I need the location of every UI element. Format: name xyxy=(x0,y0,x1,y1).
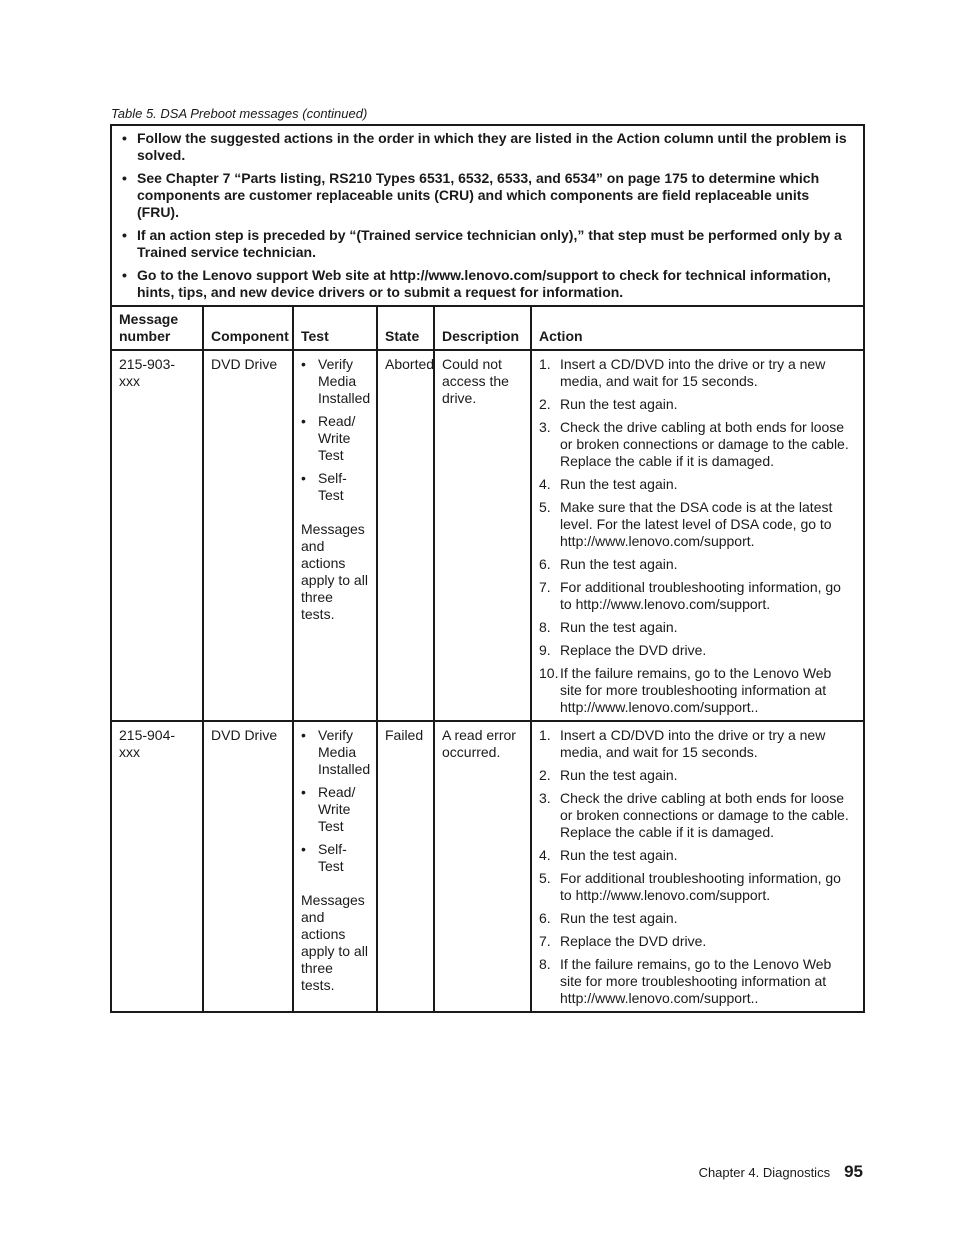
action-step: 4. Run the test again. xyxy=(539,847,678,863)
state-cell: Failed xyxy=(377,721,434,1012)
action-step: 3. Check the drive cabling at both ends for loose or broken connections or damage to the cable. Replace the cable if it is damaged. xyxy=(539,790,849,840)
test-item: • Read/ Write Test xyxy=(301,784,369,835)
message-number-cell: 215-904-xxx xyxy=(111,721,203,1012)
page-number: 95 xyxy=(844,1162,863,1181)
header-test: Test xyxy=(293,306,377,350)
description-cell: A read error occurred. xyxy=(434,721,531,1012)
test-item: • Read/ Write Test xyxy=(301,413,369,464)
tests-note: Messages and actions apply to all three tests. xyxy=(301,521,368,622)
action-step: 1. Insert a CD/DVD into the drive or try a new media, and wait for 15 seconds. xyxy=(539,727,826,760)
table-notes-cell xyxy=(111,125,864,306)
action-step: 3. Check the drive cabling at both ends for loose or broken connections or damage to the cable. Replace the cable if it is damaged. xyxy=(539,419,849,469)
state-cell: Aborted xyxy=(377,350,434,721)
test-cell xyxy=(293,721,377,1012)
test-item: • Self-Test xyxy=(301,841,369,875)
action-cell xyxy=(531,350,864,721)
test-item: • Verify Media Installed xyxy=(301,727,369,778)
table-caption: Table 5. DSA Preboot messages (continued) xyxy=(111,106,368,121)
action-step: 8. If the failure remains, go to the Lenovo Web site for more troubleshooting information at http://www.lenovo.com/support.. xyxy=(539,956,832,1006)
note-item: • Follow the suggested actions in the order in which they are listed in the Action column until the problem is solved. xyxy=(120,130,855,164)
test-list xyxy=(301,727,369,875)
table-header-row xyxy=(111,306,864,350)
action-step: 2. Run the test again. xyxy=(539,396,678,412)
footer-chapter: Chapter 4. Diagnostics xyxy=(698,1165,831,1180)
header-component: Component xyxy=(203,306,293,350)
header-action: Action xyxy=(531,306,864,350)
header-description: Description xyxy=(434,306,531,350)
header-message-number: Message number xyxy=(111,306,203,350)
dsa-preboot-messages-table xyxy=(110,124,865,1013)
page-footer xyxy=(0,1163,863,1181)
action-cell xyxy=(531,721,864,1012)
action-step: 1. Insert a CD/DVD into the drive or try a new media, and wait for 15 seconds. xyxy=(539,356,826,389)
action-step: 5. Make sure that the DSA code is at the latest level. For the latest level of DSA code, go to http://www.lenovo.com/support. xyxy=(539,499,833,549)
action-step: 8. Run the test again. xyxy=(539,619,678,635)
header-state: State xyxy=(377,306,434,350)
action-step: 4. Run the test again. xyxy=(539,476,678,492)
table-notes-list xyxy=(120,130,855,301)
table-row xyxy=(111,721,864,1012)
tests-note: Messages and actions apply to all three tests. xyxy=(301,892,368,993)
action-step: 6. Run the test again. xyxy=(539,556,678,572)
test-item: • Verify Media Installed xyxy=(301,356,369,407)
note-item: • See Chapter 7 “Parts listing, RS210 Types 6531, 6532, 6533, and 6534” on page 175 to determine which components are customer replaceable units (CRU) and which components are field replaceable units (FRU). xyxy=(120,170,855,221)
note-item: • Go to the Lenovo support Web site at http://www.lenovo.com/support to check for technical information, hints, tips, and new device drivers or to submit a request for information. xyxy=(120,267,855,301)
action-step: 5. For additional troubleshooting information, go to http://www.lenovo.com/support. xyxy=(539,870,841,903)
description-cell: Could not access the drive. xyxy=(434,350,531,721)
action-step: 7. Replace the DVD drive. xyxy=(539,933,707,949)
component-cell: DVD Drive xyxy=(203,721,293,1012)
note-item: • If an action step is preceded by “(Trained service technician only),” that step must be performed only by a Trained service technician. xyxy=(120,227,855,261)
action-step: 10. If the failure remains, go to the Lenovo Web site for more troubleshooting information at http://www.lenovo.com/support.. xyxy=(539,665,832,715)
message-number-cell: 215-903-xxx xyxy=(111,350,203,721)
action-step: 6. Run the test again. xyxy=(539,910,678,926)
test-list xyxy=(301,356,369,504)
action-step: 2. Run the test again. xyxy=(539,767,678,783)
action-step: 9. Replace the DVD drive. xyxy=(539,642,707,658)
table-row xyxy=(111,350,864,721)
component-cell: DVD Drive xyxy=(203,350,293,721)
test-cell xyxy=(293,350,377,721)
action-list xyxy=(539,727,856,1007)
test-item: • Self-Test xyxy=(301,470,369,504)
action-step: 7. For additional troubleshooting information, go to http://www.lenovo.com/support. xyxy=(539,579,841,612)
action-list xyxy=(539,356,856,716)
